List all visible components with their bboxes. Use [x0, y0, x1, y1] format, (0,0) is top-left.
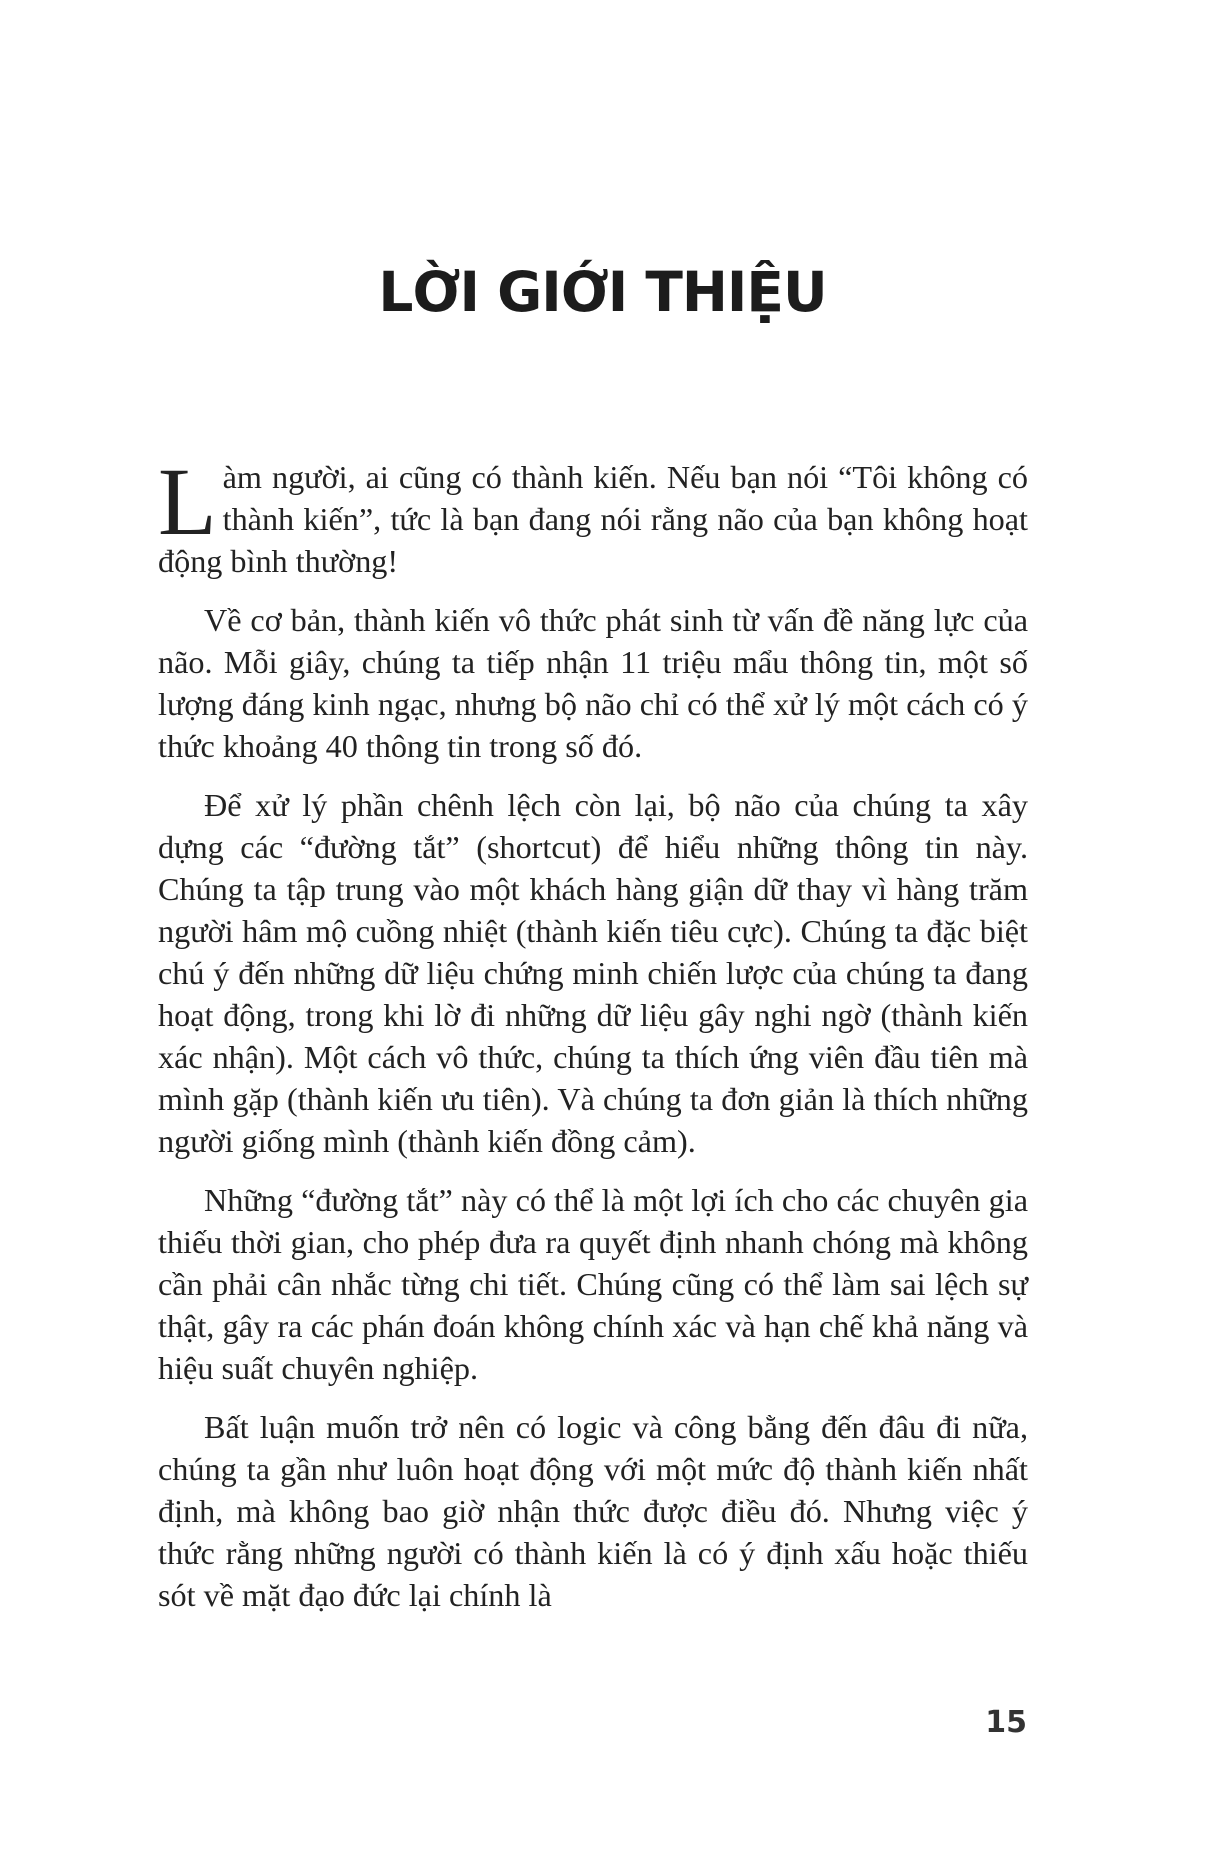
page-title: LỜI GIỚI THIỆU — [378, 260, 827, 324]
body-text — [158, 448, 1028, 1633]
paragraph-4: Những “đường tắt” này có thể là một lợi ích cho các chuyên gia thiếu thời gian, cho phép đưa ra quyết định nhanh chóng mà không cần phải cân nhắc từng chi tiết. Chúng cũng có thể làm sai lệch sự thật, gây ra các phán đoán không chính xác và hạn chế khả năng và hiệu suất chuyên nghiệp. — [158, 1182, 1028, 1386]
paragraph-1 — [158, 448, 1028, 582]
paragraph-2: Về cơ bản, thành kiến vô thức phát sinh từ vấn đề năng lực của não. Mỗi giây, chúng ta tiếp nhận 11 triệu mẩu thông tin, một số lượng đáng kinh ngạc, nhưng bộ não chỉ có thể xử lý một cách có ý thức khoảng 40 thông tin trong số đó. — [158, 602, 1028, 764]
paragraph-3: Để xử lý phần chênh lệch còn lại, bộ não của chúng ta xây dựng các “đường tắt” (shortcut) để hiểu những thông tin này. Chúng ta tập trung vào một khách hàng giận dữ thay vì hàng trăm người hâm mộ cuồng nhiệt (thành kiến tiêu cực). Chúng ta đặc biệt chú ý đến những dữ liệu chứng minh chiến lược của chúng ta đang hoạt động, trong khi lờ đi những dữ liệu gây nghi ngờ (thành kiến xác nhận). Một cách vô thức, chúng ta thích ứng viên đầu tiên mà mình gặp (thành kiến ưu tiên). Và chúng ta đơn giản là thích những người giống mình (thành kiến đồng cảm). — [158, 787, 1028, 1159]
paragraph-5: Bất luận muốn trở nên có logic và công bằng đến đâu đi nữa, chúng ta gần như luôn hoạt động với một mức độ thành kiến nhất định, mà không bao giờ nhận thức được điều đó. Nhưng việc ý thức rằng những người có thành kiến là có ý định xấu hoặc thiếu sót về mặt đạo đức lại chính là — [158, 1409, 1028, 1613]
page-number: 15 — [985, 1705, 1027, 1740]
drop-cap: L — [158, 448, 217, 555]
paragraph-1-text: àm người, ai cũng có thành kiến. Nếu bạn nói “Tôi không có thành kiến”, tức là bạn đang nói rằng não của bạn không hoạt động bình thường! — [158, 459, 1028, 579]
